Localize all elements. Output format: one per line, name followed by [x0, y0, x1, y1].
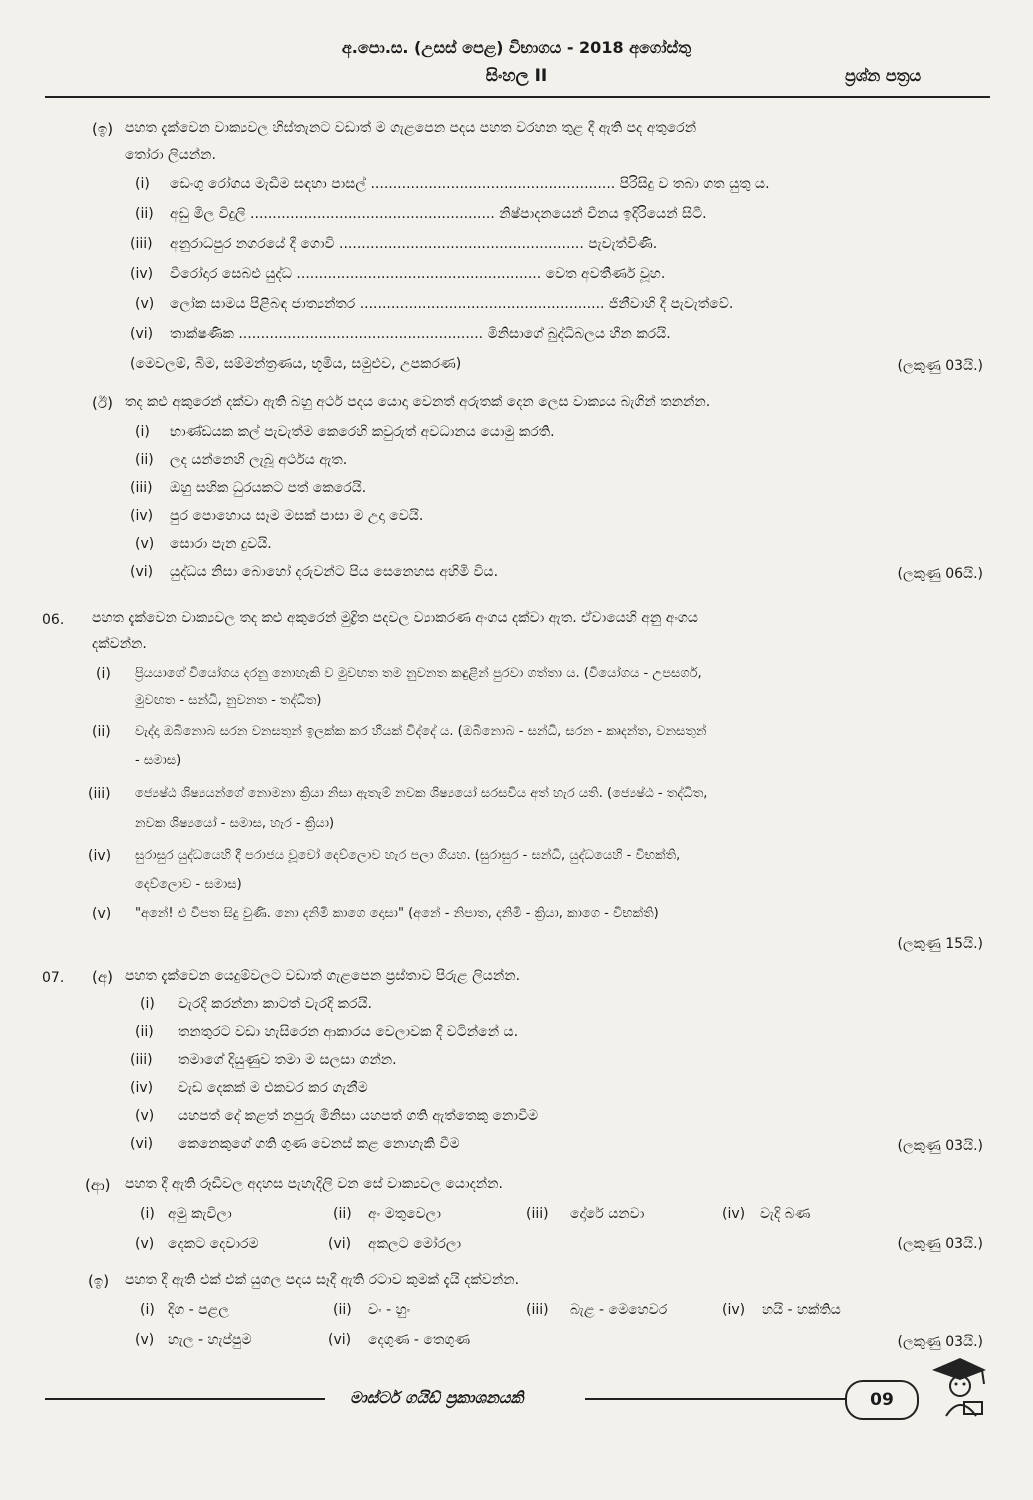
q7a-item-text: තනතුරට වඩා හැසිරෙන ආකාරය වෙලාවක දී වටින්නේ ය.: [178, 1024, 519, 1040]
q7aa-item-num: (iii): [526, 1206, 549, 1222]
q7aa-item-num: (i): [140, 1206, 155, 1222]
q7i-item-num: (iv): [722, 1302, 746, 1318]
q7a-item-text: තමාගේ දියුණුව තමා ම සලසා ගන්න.: [178, 1052, 397, 1068]
q5i-marks: (ලකුණු 03යි.): [897, 358, 983, 374]
q7i-instruction: පහත දී ඇති එක් එක් යුගල පදය සෑදී ඇති රටාව කුමක් දැයි දක්වන්න.: [125, 1272, 520, 1288]
q5ii-item-text: ඔහු සහික ධුරයකට පත් කෙරෙයි.: [170, 480, 367, 496]
q5ii-item-num: (i): [135, 424, 150, 440]
q7a-item-num: (vi): [130, 1136, 154, 1152]
q7aa-item-text: අමු කැවිලා: [168, 1206, 232, 1222]
q6-item-line2: දෙව්ලොව - සමාස): [135, 877, 242, 892]
q5i-instruction-1: පහත දැක්වෙන වාක්‍යවල හිස්තැනට වඩාත් ම ගැළපෙන පදය පහත වරහන තුළ දී ඇති පද අතුරෙන්: [125, 120, 697, 136]
q7aa-instruction: පහත දී ඇති රූඩීවල අදහස පැහැදිලි වන සේ වාක්‍යවල යොදන්න.: [125, 1176, 503, 1192]
q7i-item-text: හැල - හැප්පුම: [168, 1332, 252, 1348]
q5i-item-num: (ii): [135, 206, 154, 222]
q7i-item-num: (iii): [526, 1302, 549, 1318]
q6-item-line1: "අනේ! එ විපත සිදු වුණි. නො දනිමි කාගෙ දොසා" (අනේ - නිපාත, දනිමි - ක්‍රියා, කාගෙ - විභක්ති): [135, 906, 659, 921]
q7a-item-text: වැඩ දෙකක් ම එකවර කර ගැනීම: [178, 1080, 368, 1096]
q6-item-line1: ප්‍රියයාගේ වියෝගය දරනු නොහැකි ව මුවඟත තම නුවනත කඳුළින් පුරවා ගත්තා ය. (වියෝගය - උපසර්ග,: [135, 666, 702, 681]
q7aa-item-text: අකලට මෝරලා: [368, 1236, 462, 1252]
q7a-item-num: (iii): [130, 1052, 153, 1068]
q5i-item-num: (iii): [130, 236, 153, 252]
q5i-item-text: වීරෝදාර සෙබළු යුද්ධ ....................................................... වෙත අවතීර්ණ වූහ.: [170, 266, 666, 282]
q6-item-line2: - සමාස): [135, 753, 182, 768]
page-number: 09: [845, 1380, 919, 1420]
q7a-item-text: කෙනෙකුගේ ගති ගුණ වෙනස් කළ නොහැකි වීම: [178, 1136, 460, 1152]
q7a-marks: (ලකුණු 03යි.): [897, 1138, 983, 1154]
q7aa-item-num: (ii): [333, 1206, 352, 1222]
q7aa-item-text: දෝරේ යනවා: [570, 1206, 645, 1222]
q5i-options: (මෙවලම්, බිම, සම්මන්ත්‍රණය, භූමිය, සමුළුව, උපකරණ): [130, 356, 462, 372]
q5ii-item-num: (ii): [135, 452, 154, 468]
q5i-item-num: (iv): [130, 266, 154, 282]
header-rule: [45, 96, 990, 98]
footer-rule-left: [45, 1398, 325, 1400]
q7a-item-num: (v): [135, 1108, 155, 1124]
q5ii-item-text: සොරා පැන දුවයි.: [170, 536, 272, 552]
q6-item-line1: සුරාසුර යුද්ධයෙහි දී පරාජය වූවෝ දෙව්ලොව හැර පලා ගියහ. (සුරාසුර - සන්ධි, යුද්ධයෙහි - විභක්ති,: [135, 848, 681, 863]
q7aa-item-num: (v): [135, 1236, 155, 1252]
q5ii-item-text: භාණ්ඩයක කල් පැවැත්ම කෙරෙහි කවුරුත් අවධානය යොමු කරති.: [170, 424, 555, 440]
q7aa-item-num: (vi): [328, 1236, 352, 1252]
q7i-marks: (ලකුණු 03යි.): [897, 1334, 983, 1350]
q5ii-item-num: (v): [135, 536, 155, 552]
q5i-item-text: ඩෙංගු රෝගය මැඩීම සඳහා පාසල් ....................................................... පිරිසිදු ව තබා ගත යුතු ය.: [170, 176, 770, 192]
q7i-item-text: වං - හුං: [368, 1302, 411, 1318]
q5i-label: (ඉ): [92, 120, 114, 138]
q5i-item-text: ලෝක සාමය පිළිබඳ ජාත්‍යන්තර ....................................................... ජිනීවාහි දී පැවැත්වේ.: [170, 296, 734, 312]
q5ii-instruction: තද කළු අකුරෙන් දක්වා ඇති බහු අර්ථ පදය යොදා වෙනත් අරුතක් දෙන ලෙස වාක්‍යය බැගින් තනන්න.: [125, 394, 711, 410]
scholar-mascot-icon: [920, 1350, 990, 1420]
q5i-item-num: (vi): [130, 326, 154, 342]
q6-item-num: (i): [96, 666, 111, 682]
q6-marks: (ලකුණු 15යි.): [897, 936, 983, 952]
q7a-label: (අ): [92, 968, 113, 986]
paper-type: ප්‍රශ්න පත්‍රය: [845, 66, 922, 85]
q7i-item-num: (i): [140, 1302, 155, 1318]
q5ii-item-num: (iii): [130, 480, 153, 496]
q7i-item-text: දෙගුණ - තෙගුණ: [368, 1332, 471, 1348]
q5ii-marks: (ලකුණු 06යි.): [897, 566, 983, 582]
q7i-item-text: හයි - හක්තිය: [762, 1302, 841, 1318]
q7aa-item-num: (iv): [722, 1206, 746, 1222]
q7aa-item-text: අං මතුවෙලා: [368, 1206, 441, 1222]
q7aa-label: (ආ): [85, 1176, 111, 1194]
q5ii-item-text: යුද්ධය නිසා බොහෝ දරුවන්ට පිය සෙනෙහස අහිමි විය.: [170, 564, 499, 580]
q5i-instruction-2: තෝරා ලියන්න.: [125, 147, 216, 163]
q6-item-num: (ii): [92, 724, 111, 740]
q7i-item-num: (ii): [333, 1302, 352, 1318]
q5ii-item-num: (iv): [130, 508, 154, 524]
q6-item-num: (v): [92, 906, 112, 922]
q5ii-item-num: (vi): [130, 564, 154, 580]
q6-item-line1: වැද්දා ඔබිනොබ සරන වනසතුන් ඉලක්ක කර හීයක් විද්දේ ය. (ඔබිනොබ - සන්ධි, සරන - කෘදන්ත, වනසතුන්: [135, 724, 707, 739]
q7i-label: (ඉ): [88, 1272, 110, 1290]
q6-item-line2: මුවඟත - සන්ධි, නුවනත - තද්ධිත): [135, 693, 322, 708]
subject-title: සිංහල II: [485, 66, 548, 86]
q6-number: 06.: [42, 612, 65, 628]
q6-item-num: (iv): [88, 848, 112, 864]
q7a-item-num: (ii): [135, 1024, 154, 1040]
q7aa-item-text: දෙකට දෙවාරම: [168, 1236, 259, 1252]
q6-item-line1: ජ්‍යෙෂ්ඨ ශිෂ්‍යයන්ගේ නොමනා ක්‍රියා නිසා ඇතැම් නවක ශිෂ්‍යයෝ සරසවිය අත් හැර යති. (ජ්‍යෙෂ්ඨ - තද්ධිත,: [135, 786, 708, 801]
q7a-item-num: (iv): [130, 1080, 154, 1096]
q7aa-item-text: වැදි බණ: [760, 1206, 811, 1222]
q5i-item-num: (i): [135, 176, 150, 192]
q7a-instruction: පහත දැක්වෙන යෙදුම්වලට වඩාත් ගැළපෙන ප්‍රස්තාව පිරුළ ලියන්න.: [125, 968, 521, 984]
exam-title: අ.පො.ස. (උසස් පෙළ) විභාගය - 2018 අගෝස්තු: [341, 38, 692, 57]
footer-rule-right: [585, 1398, 845, 1400]
q6-item-num: (iii): [88, 786, 111, 802]
q7i-item-num: (vi): [328, 1332, 352, 1348]
q5ii-item-text: පුර පොහොය සෑම මසක් පාසා ම උදා වෙයි.: [170, 508, 424, 524]
q5i-item-text: අනුරාධපුර නගරයේ දී ගොවි ....................................................... පැවැත්විණි.: [170, 236, 658, 252]
q5ii-label: (ඊ): [92, 394, 113, 412]
q5i-item-text: අඩු මිල විදුලි ....................................................... නිෂ්පාදනයෙන් චීනය ඉදිරියෙන් සිටී.: [170, 206, 707, 222]
q7i-item-text: බැළ - මෙහෙවර: [570, 1302, 668, 1318]
q5i-item-num: (v): [135, 296, 155, 312]
q5ii-item-text: ලද යන්නෙහි ලැබූ අර්ථය ඇත.: [170, 452, 348, 468]
q7i-item-text: දිග - පළල: [168, 1302, 230, 1318]
q6-item-line2: නවක ශිෂ්‍යයෝ - සමාස, හැර - ක්‍රියා): [135, 816, 335, 831]
q7aa-marks: (ලකුණු 03යි.): [897, 1236, 983, 1252]
q7a-item-num: (i): [140, 996, 155, 1012]
q6-instruction-2: දක්වන්න.: [92, 636, 147, 652]
q7a-item-text: වැරදි කරන්නා කාටත් වැරදි කරයි.: [178, 996, 373, 1012]
q5i-item-text: තාක්ෂණික ....................................................... මිනිසාගේ බුද්ධිබලය හීන කරයි.: [170, 326, 671, 342]
q7a-item-text: යහපත් දේ කළත් නපුරු මිනිසා යහපත් ගති ඇත්තෙකු නොවීම: [178, 1108, 539, 1124]
q6-instruction-1: පහත දැක්වෙන වාක්‍යවල තද කළු අකුරෙන් මුද්‍රිත පදවල ව්‍යාකරණ අංගය දක්වා ඇත. ඒවායෙහි අනු අංගය: [92, 610, 698, 626]
q7-number: 07.: [42, 970, 65, 986]
publisher: මාස්ටර් ගයිඩ් ප්‍රකාශනයකි: [350, 1388, 524, 1407]
q7i-item-num: (v): [135, 1332, 155, 1348]
